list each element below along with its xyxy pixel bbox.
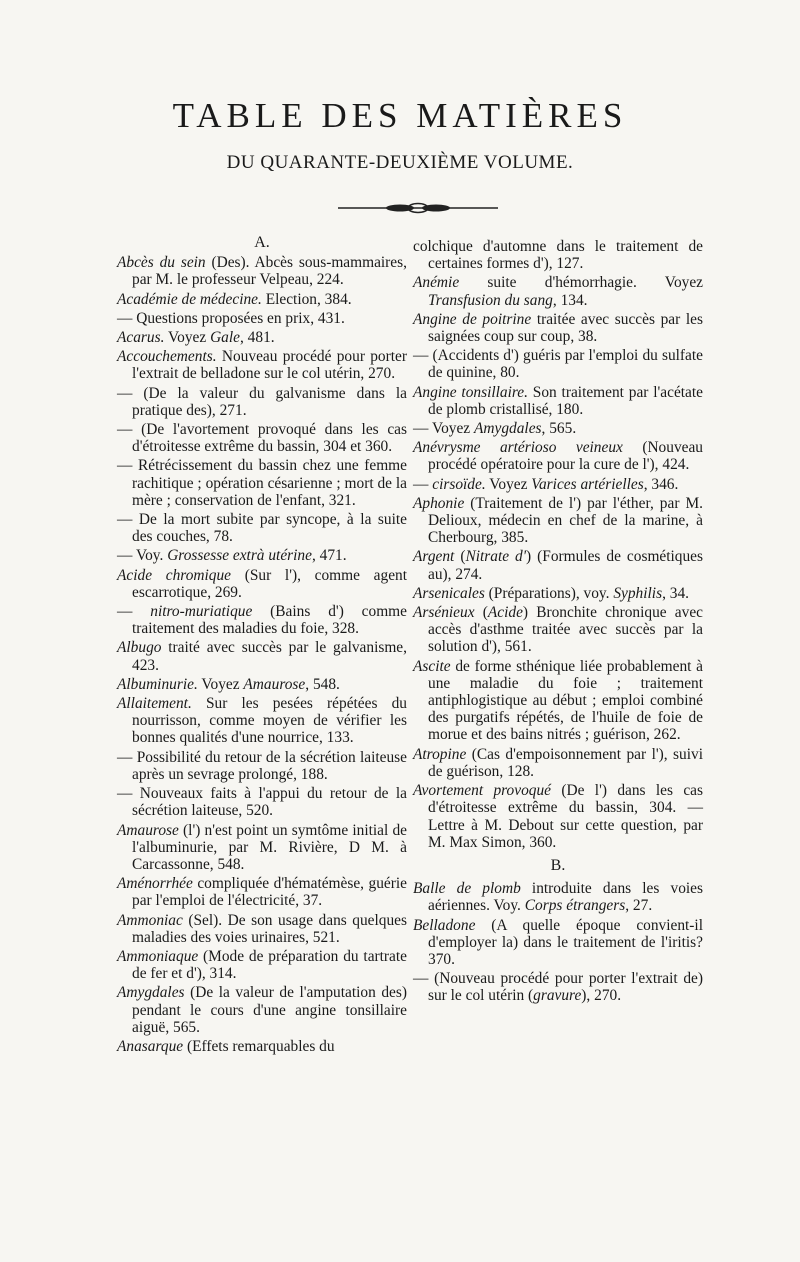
index-entry [413, 476, 703, 493]
entry-text: (De l') dans les cas d'étroitesse extrême du bassin, 304. — Lettre à M. Debout sur cette question, par M. Max Simon, 360. [428, 782, 703, 851]
entry-text: ) (Formules de cosmétiques au), 274. [428, 548, 704, 583]
entry-text: Voyez [197, 675, 244, 693]
index-entry [413, 585, 703, 602]
entry-heading: Accouchements. [117, 348, 217, 366]
entry-text: , 346. [643, 475, 679, 493]
index-entry [117, 385, 407, 419]
entry-text: introduite dans les voies aériennes. Voy. [428, 880, 703, 915]
entry-text: , 27. [625, 897, 653, 915]
entry-text: (Nouveau procédé opératoire pour la cure de l'), 424. [428, 439, 703, 474]
entry-heading: Atropine [413, 745, 467, 763]
index-entry [413, 746, 703, 780]
entry-text: (Des). Abcès sous-mammaires, par M. le professeur Velpeau, 224. [132, 254, 407, 289]
index-entry [117, 547, 407, 564]
entry-heading: Acide chromique [117, 566, 231, 584]
index-entry [117, 567, 407, 601]
entry-heading: Aménorrhée [117, 875, 193, 893]
page-title: TABLE DES MATIÈRES [172, 96, 628, 135]
section-letter: B. [550, 856, 566, 874]
index-entry [413, 658, 703, 744]
entry-text: (De la valeur de l'amputation des) pendant le cours d'une angine tonsillaire aiguë, 565. [132, 984, 407, 1036]
entry-text: (Sur l'), comme agent escarrotique, 269. [132, 566, 407, 601]
entry-text: de forme sthénique liée probablement à une maladie du foie ; traitement antiphlogistique au début ; emploi combiné des purgatifs répétés, de l'huile de foie de morue et des bains nitrés ; guérison, 262. [428, 657, 703, 744]
index-entry [413, 439, 703, 473]
index-entry [117, 329, 407, 346]
entry-heading: Allaitement. [117, 695, 192, 713]
entry-heading: Avortement provoqué [413, 782, 552, 800]
entry-heading: Aphonie [413, 494, 465, 512]
index-entry [117, 984, 407, 1036]
entry-text: Nouveau procédé pour porter l'extrait de belladone sur le col utérin, 270. [132, 348, 407, 383]
entry-text: ( [474, 604, 488, 622]
entry-text: (Mode de préparation du tartrate de fer et d'), 314. [132, 947, 407, 983]
index-entry [413, 311, 703, 345]
entry-text: — Rétrécissement du bassin chez une femme rachitique ; opération césarienne ; mort de la mère ; conservation de l'enfant, 321. [117, 457, 407, 509]
entry-heading: Ascite [413, 657, 451, 675]
entry-text: Voyez [485, 475, 532, 493]
entry-text: (Bains d') comme traitement des maladies du foie, 328. [132, 603, 407, 638]
entry-heading: Belladone [413, 916, 476, 934]
entry-heading: Anévrysme artérioso veineux [413, 439, 623, 457]
entry-heading: Anémie [413, 274, 460, 292]
index-entry [413, 604, 703, 656]
index-entry [413, 274, 703, 308]
index-entry [117, 421, 407, 455]
entry-reference: nitro-muriatique [150, 603, 253, 621]
entry-heading: Ammoniaque [117, 947, 199, 965]
section-letter: A. [254, 234, 270, 251]
index-entry [117, 254, 407, 288]
entry-text: Son traitement par l'acétate de plomb cristallisé, 180. [428, 383, 703, 418]
entry-text: Voyez [164, 329, 211, 347]
entry-heading: Anasarque [117, 1037, 184, 1055]
index-entry [117, 749, 407, 783]
index-entry [413, 548, 703, 582]
entry-text: (A quelle époque convient-il d'employer la) dans le traitement de l'iritis? 370. [428, 916, 703, 968]
entry-text: — (Accidents d') guéris par l'emploi du sulfate de quinine, 80. [413, 347, 703, 382]
entry-text: , 548. [305, 675, 340, 693]
entry-reference: gravure [533, 987, 582, 1005]
entry-text: ) Bronchite chronique avec accès d'asthme traitée avec succès par la solution d'), 561. [428, 604, 703, 656]
entry-text: traité avec succès par le galvanisme, 423. [132, 639, 407, 674]
entry-text: ), 270. [581, 987, 622, 1005]
entry-reference: Amygdales [474, 420, 542, 438]
entry-text: — Nouveaux faits à l'appui du retour de la sécrétion laiteuse, 520. [117, 785, 407, 820]
entry-heading: Albugo [117, 639, 162, 657]
entry-text: (Traitement de l') par l'éther, par M. Delioux, médecin en chef de la marine, à Cherbourg, 385. [428, 494, 703, 547]
entry-text: , 134. [552, 291, 588, 309]
entry-text: compliquée d'hématémèse, guérie par l'emploi de l'électricité, 37. [132, 875, 407, 910]
index-column-right [413, 238, 703, 1007]
entry-heading: Abcès du sein [117, 254, 206, 272]
entry-heading: Acarus. [117, 329, 165, 347]
entry-heading: Argent [413, 548, 455, 566]
entry-text: — [117, 603, 151, 621]
entry-reference: Gale [210, 329, 240, 347]
entry-text: — Voyez [413, 420, 474, 438]
entry-text: (l') n'est point un symtôme initial de l'albuminurie, par M. Rivière, D M. à Carcassonne, 548. [132, 821, 407, 873]
entry-text: (Préparations), voy. [484, 584, 614, 602]
entry-reference: Grossesse extrà utérine [167, 547, 312, 565]
entry-heading: Arsenicales [413, 584, 485, 602]
entry-text: , 34. [662, 584, 690, 602]
index-entry [117, 822, 407, 874]
index-entry [117, 948, 407, 982]
index-entry [117, 603, 407, 637]
index-entry [413, 384, 703, 418]
entry-heading: Angine de poitrine [413, 310, 532, 328]
entry-heading: Amygdales [117, 984, 185, 1002]
ornament-divider [338, 200, 498, 216]
entry-text: (Cas d'empoisonnement par l'), suivi de guérison, 128. [428, 745, 703, 780]
index-entry [117, 695, 407, 747]
index-entry [413, 917, 703, 969]
entry-heading: Ammoniac [117, 911, 183, 929]
entry-text: — (Nouveau procédé pour porter l'extrait de) sur le col utérin ( [413, 970, 703, 1005]
entry-reference: Syphilis [613, 584, 663, 602]
entry-text: , 565. [541, 420, 577, 438]
entry-reference: Transfusion du sang [428, 291, 553, 309]
entry-heading: Académie de médecine. [117, 290, 262, 308]
entry-text: — [413, 475, 433, 493]
entry-text: , 481. [239, 329, 275, 347]
entry-reference: Acide [487, 604, 523, 622]
index-entry [413, 880, 703, 914]
entry-text: — Voy. [117, 547, 168, 565]
entry-reference: Nitrate d' [465, 548, 527, 566]
index-entry [117, 457, 407, 509]
index-entry [117, 912, 407, 946]
entry-heading: Balle de plomb [413, 880, 521, 898]
entry-text: colchique d'automne dans le traitement de certaines formes d'), 127. [413, 238, 703, 273]
entry-text: ( [454, 548, 466, 566]
index-entry [413, 970, 703, 1004]
index-entry [413, 347, 703, 381]
entry-reference: cirsoïde. [432, 475, 486, 493]
entry-heading: Albuminurie. [117, 675, 198, 693]
index-entry [117, 348, 407, 382]
entry-reference: Varices artérielles [531, 475, 644, 493]
entry-text: traitée avec succès par les saignées coup sur coup, 38. [428, 310, 703, 346]
index-column-left [117, 234, 407, 1057]
entry-text: — De la mort subite par syncope, à la suite des couches, 78. [117, 511, 407, 546]
entry-text: Sur les pesées répétées du nourrisson, comme moyen de vérifier les bonnes qualités d'une nourrice, 133. [132, 695, 407, 747]
entry-reference: Corps étrangers [524, 897, 626, 915]
index-entry [117, 676, 407, 693]
index-entry [117, 511, 407, 545]
index-entry [413, 420, 703, 437]
entry-text: (Effets remarquables du [183, 1037, 335, 1055]
entry-heading: Amaurose [117, 821, 179, 839]
index-entry [117, 310, 407, 327]
entry-heading: Angine tonsillaire. [413, 383, 528, 401]
entry-text: — (De la valeur du galvanisme dans la pratique des), 271. [117, 384, 407, 419]
entry-text: suite d'hémorrhagie. Voyez [459, 274, 703, 292]
entry-text: — (De l'avortement provoqué dans les cas d'étroitesse extrême du bassin, 304 et 360. [117, 421, 407, 456]
entry-reference: Amaurose [243, 675, 306, 693]
index-entry [413, 495, 703, 547]
entry-text: (Sel). De son usage dans quelques maladies des voies urinaires, 521. [132, 911, 407, 946]
entry-heading: Arsénieux [413, 604, 475, 622]
entry-text: , 471. [311, 547, 347, 565]
index-entry [117, 785, 407, 819]
entry-text: — Possibilité du retour de la sécrétion laiteuse après un sevrage prolongé, 188. [117, 748, 407, 783]
index-entry [117, 875, 407, 909]
index-entry [117, 291, 407, 308]
index-entry [413, 238, 703, 272]
page-subtitle: DU QUARANTE-DEUXIÈME VOLUME. [226, 152, 574, 173]
entry-text: — Questions proposées en prix, 431. [117, 309, 345, 327]
index-entry [117, 639, 407, 673]
index-entry [117, 1038, 407, 1055]
index-entry [413, 782, 703, 851]
entry-text: Election, 384. [261, 290, 352, 308]
